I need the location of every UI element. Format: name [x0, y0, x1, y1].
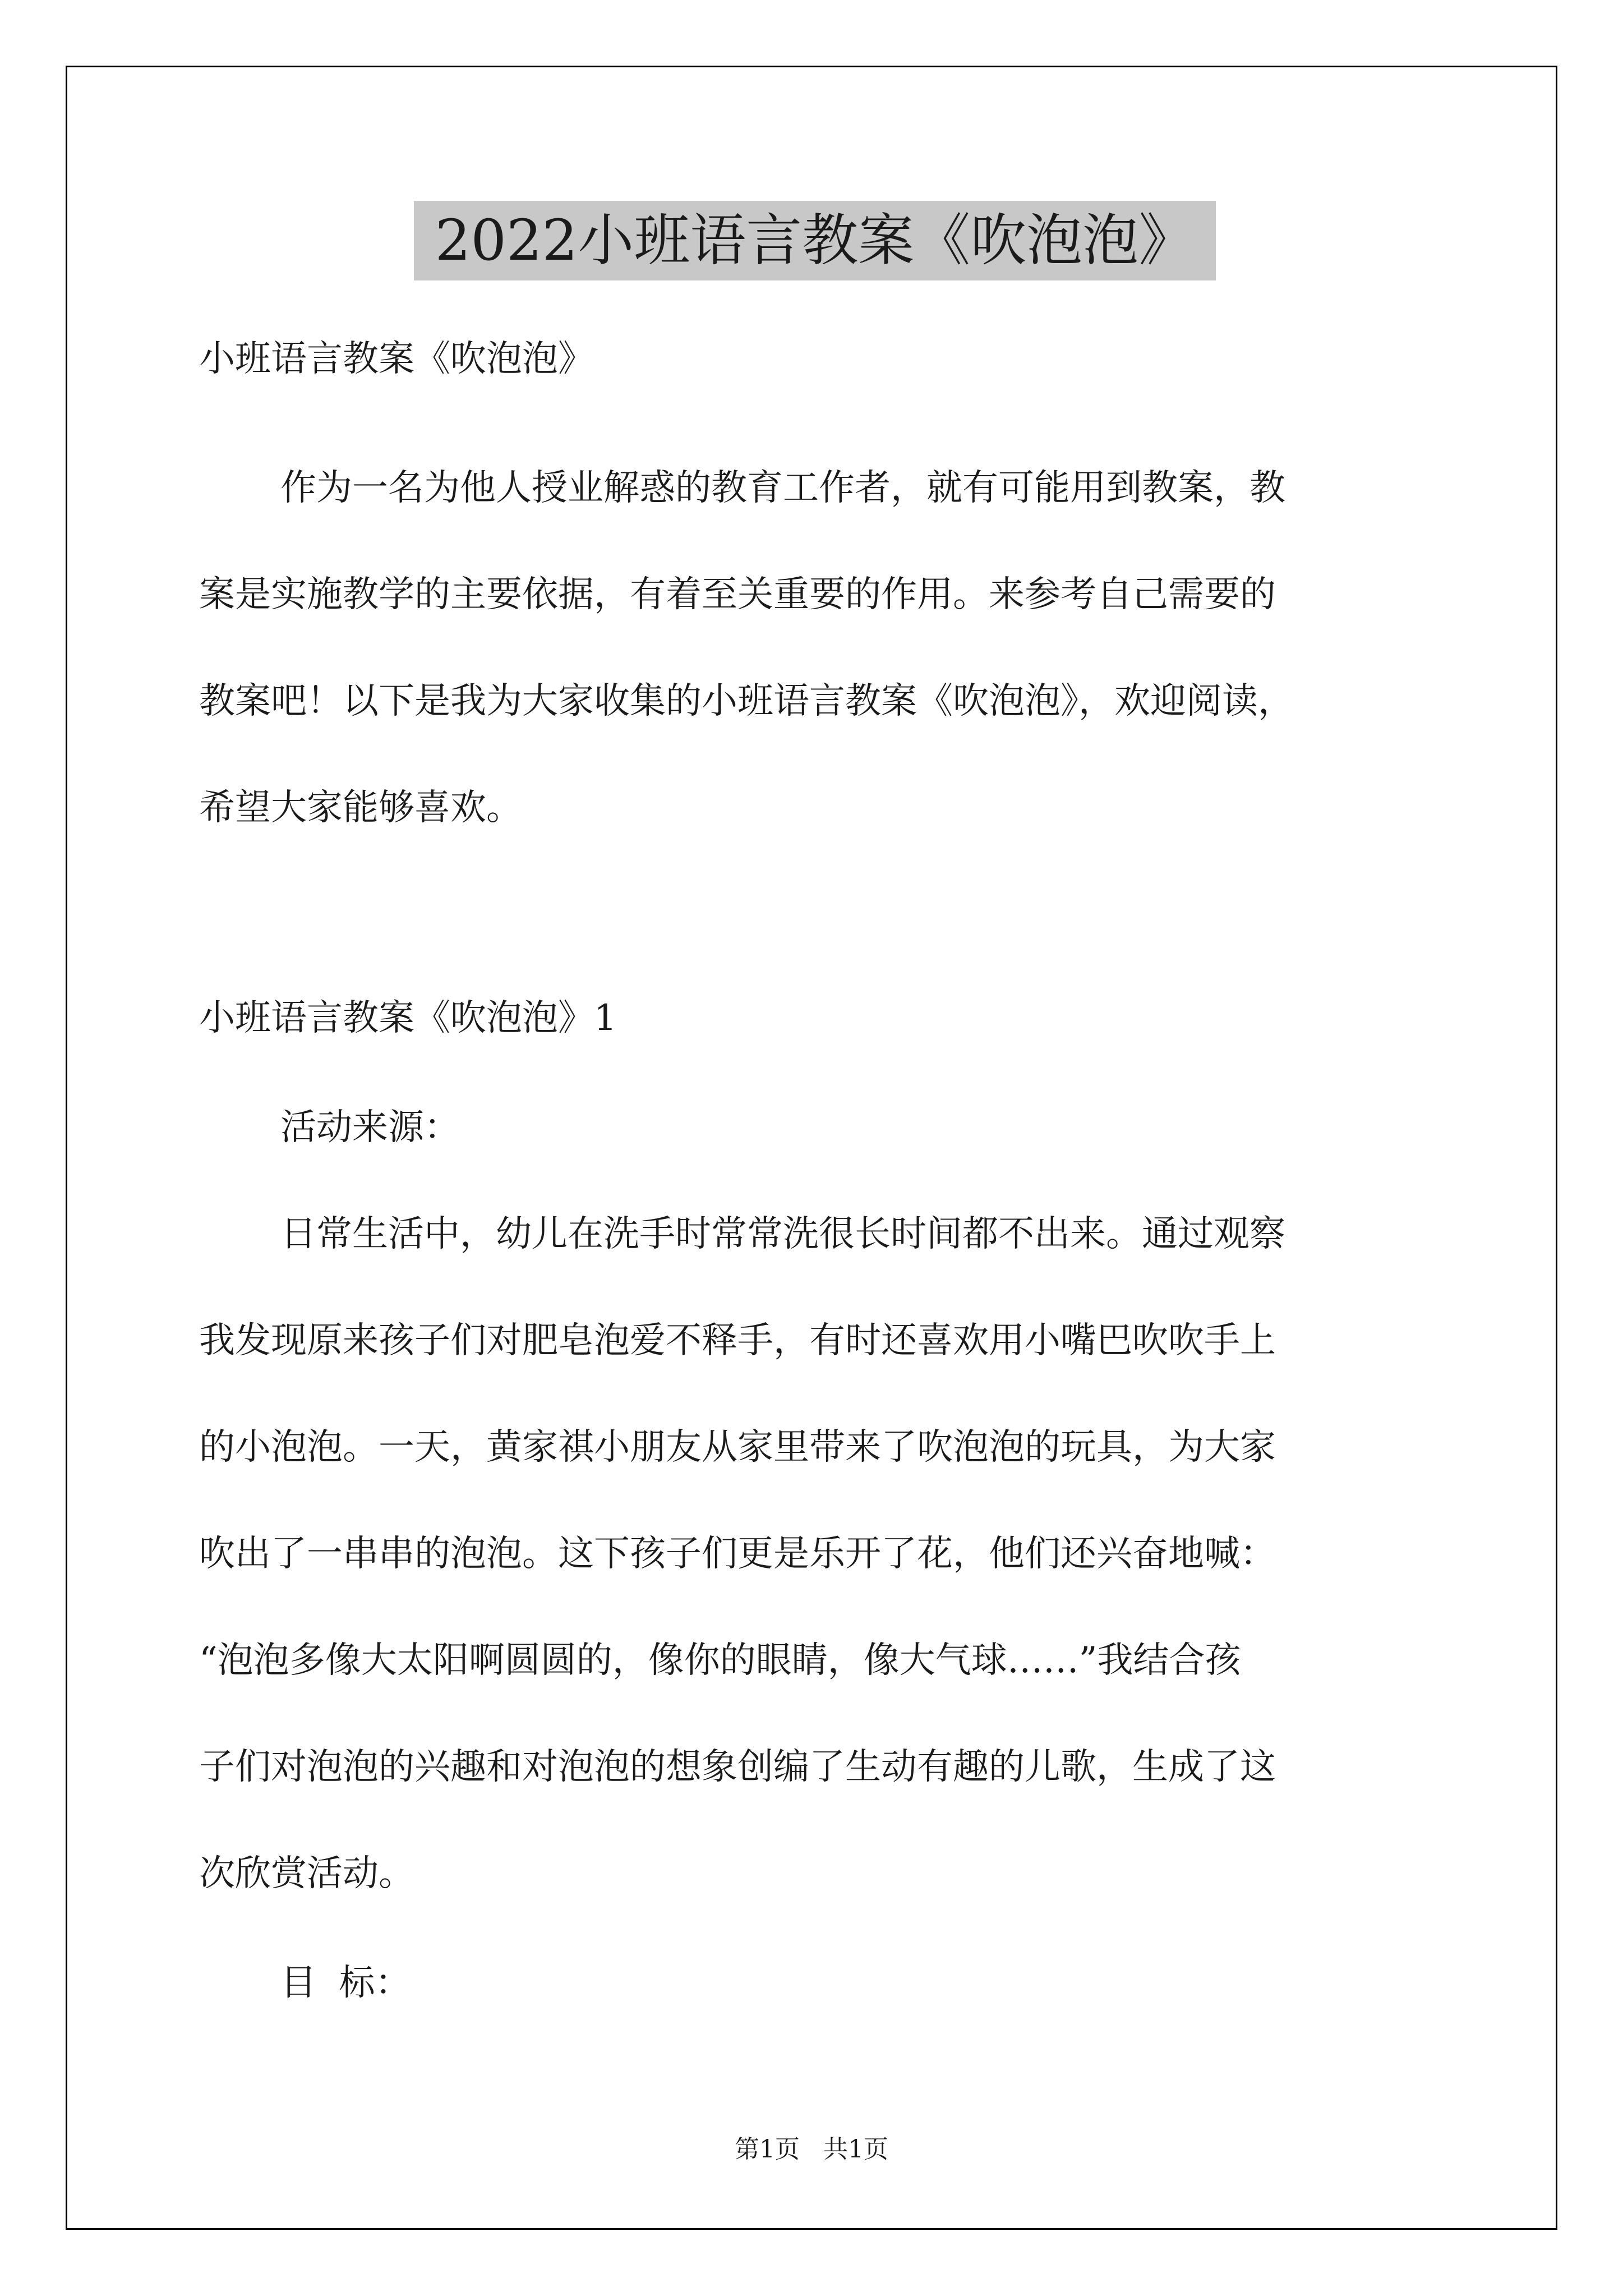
- section-heading: 小班语言教案《吹泡泡》1: [199, 997, 617, 1039]
- activity-source-heading: 活动来源：: [280, 1107, 460, 1148]
- intro-line-2: 案是实施教学的主要依据，有着至关重要的作用。来参考自己需要的: [199, 574, 1276, 615]
- body-line-5: “泡泡多像大太阳啊圆圆的，像你的眼睛，像大气球……”我结合孩: [199, 1640, 1241, 1681]
- body-line-1: 日常生活中，幼儿在洗手时常常洗很长时间都不出来。通过观察: [280, 1213, 1285, 1255]
- intro-line-3: 教案吧！以下是我为大家收集的小班语言教案《吹泡泡》，欢迎阅读，: [199, 680, 1294, 722]
- body-line-6: 子们对泡泡的兴趣和对泡泡的想象创编了生动有趣的儿歌，生成了这: [199, 1746, 1276, 1788]
- document-title: 2022小班语言教案《吹泡泡》: [414, 201, 1216, 280]
- subtitle-line: 小班语言教案《吹泡泡》: [199, 338, 594, 380]
- page-footer: 第1页 共1页: [735, 2135, 888, 2164]
- body-line-4: 吹出了一串串的泡泡。这下孩子们更是乐开了花，他们还兴奋地喊：: [199, 1533, 1276, 1575]
- goals-heading: 目 标：: [280, 1962, 411, 2004]
- intro-line-1: 作为一名为他人授业解惑的教育工作者，就有可能用到教案，教: [280, 467, 1285, 509]
- body-line-2: 我发现原来孩子们对肥皂泡爱不释手，有时还喜欢用小嘴巴吹吹手上: [199, 1320, 1276, 1361]
- body-line-3: 的小泡泡。一天，黄家祺小朋友从家里带来了吹泡泡的玩具，为大家: [199, 1427, 1276, 1468]
- body-line-7: 次欣赏活动。: [199, 1853, 414, 1894]
- intro-line-4: 希望大家能够喜欢。: [199, 787, 522, 829]
